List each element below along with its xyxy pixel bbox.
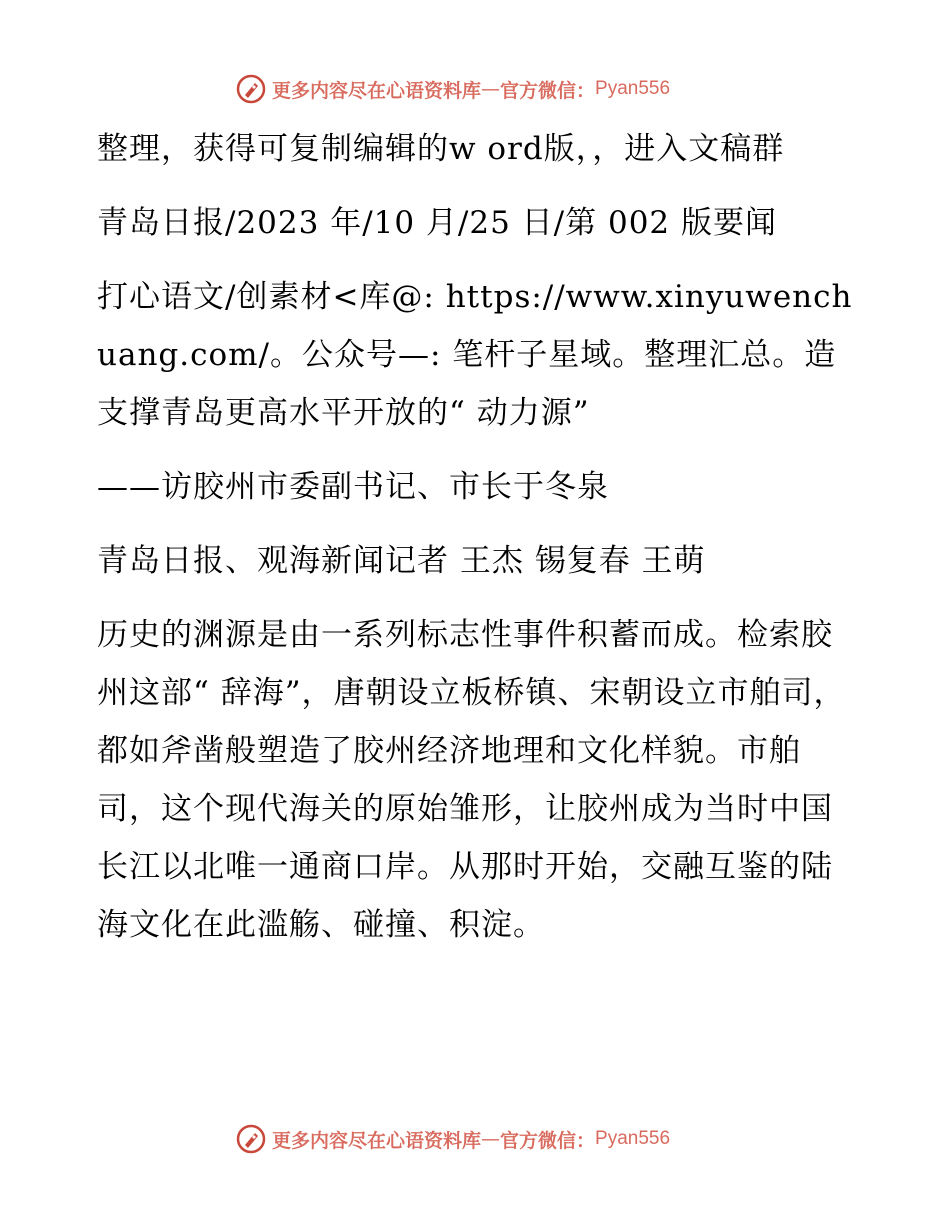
watermark-text: 更多内容尽在心语资料库	[272, 79, 482, 102]
watermark-separator: —	[481, 78, 501, 100]
watermark-text: 更多内容尽在心语资料库	[272, 1129, 482, 1152]
watermark-label: 官方微信：	[500, 1129, 596, 1152]
document-body	[97, 120, 857, 970]
watermark-label: 官方微信：	[500, 79, 596, 102]
watermark-wechat-id: Pyan556	[595, 78, 671, 99]
pen-nib-logo-icon	[236, 74, 266, 104]
paragraph-subtitle: ——访胶州市委副书记、市长于冬泉	[97, 469, 609, 505]
pen-nib-logo-icon	[236, 1124, 266, 1154]
paragraph-source-line: 青岛日报/2023 年/10 月/25 日/第 002 版要闻	[97, 205, 778, 241]
paragraph-title: 打心语文/创素材<库@: https://www.xinyuwenchuang.com/。公众号—: 笔杆子星域。整理汇总。造支撑青岛更高水平开放的“ 动力源”	[97, 279, 853, 431]
watermark-wechat-id: Pyan556	[595, 1128, 671, 1149]
watermark-header	[236, 72, 670, 106]
paragraph-byline: 青岛日报、观海新闻记者 王杰 锡复春 王萌	[97, 543, 706, 579]
paragraph-body: 历史的渊源是由一系列标志性事件积蓄而成。检索胶州这部“ 辞海”，唐朝设立板桥镇、宋朝设立市舶司，都如斧凿般塑造了胶州经济地理和文化样貌。市舶司，这个现代海关的原始雏形，让胶州成为当时中国长江以北唯一通商口岸。从那时开始，交融互鉴的陆海文化在此滥觞、碰撞、积淀。	[97, 617, 846, 943]
paragraph-intro-note: 整理，获得可复制编辑的w ord版，，进入文稿群	[97, 131, 785, 167]
watermark-footer	[236, 1122, 670, 1156]
watermark-separator: —	[481, 1128, 501, 1150]
